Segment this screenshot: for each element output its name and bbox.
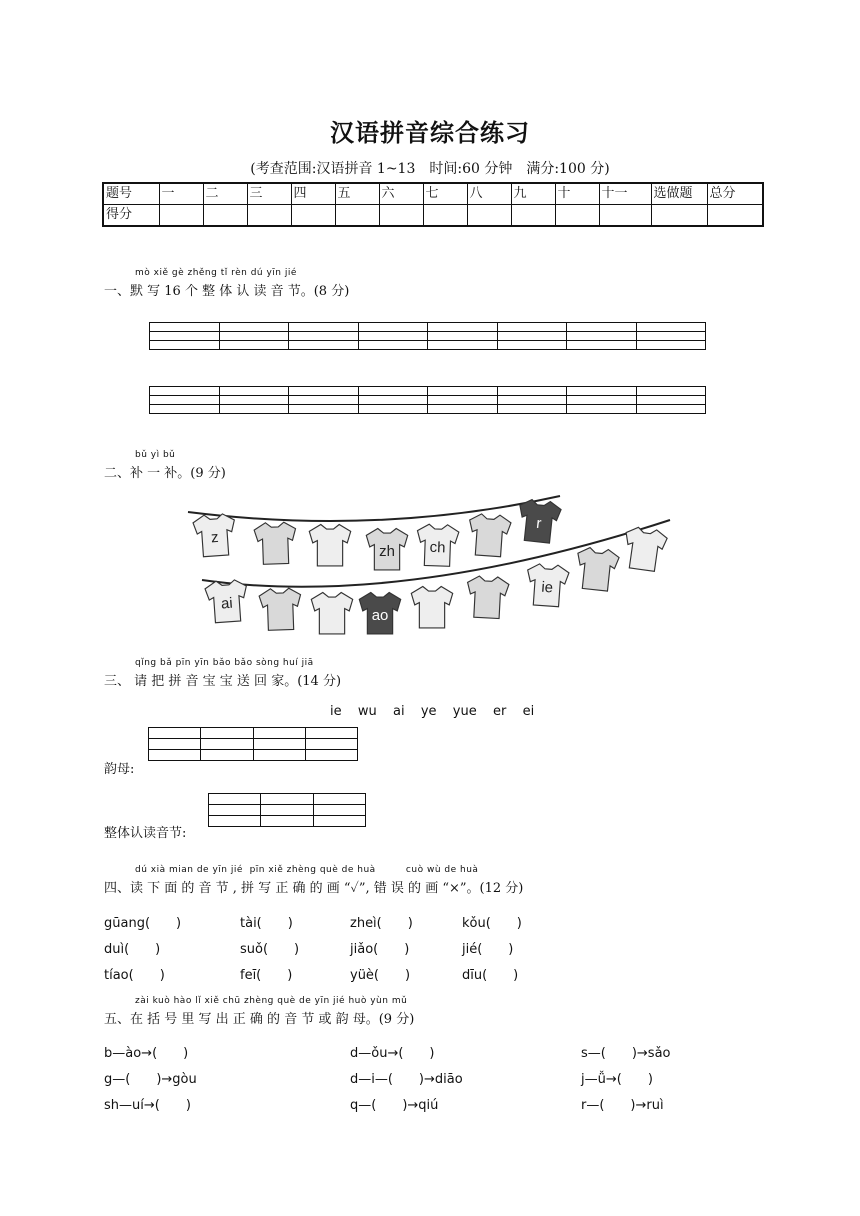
score-header-cell: 十一 [599,183,651,205]
finals-label: 韵母: [104,762,135,777]
question-1 [104,268,350,299]
score-table [102,182,764,227]
score-header-cell: 十 [555,183,599,205]
question-3 [104,658,342,689]
check-item[interactable]: kǒu( ) [462,916,522,931]
score-cell[interactable] [467,205,511,227]
shirt [466,575,510,619]
shirt [205,579,249,623]
question-4 [104,865,524,896]
shirt [467,513,511,557]
shirt [311,593,352,634]
shirt-label: ao [371,607,389,625]
check-item[interactable]: tài( ) [240,916,293,931]
score-cell[interactable] [247,205,291,227]
question-5 [104,996,415,1027]
score-header-cell: 九 [511,183,555,205]
check-item[interactable]: tíao( ) [104,968,165,983]
question-3-score: (14 分) [297,674,342,689]
shirt [525,563,569,607]
shirt [309,525,350,566]
score-row-label: 得分 [103,205,159,227]
check-item[interactable]: zheì( ) [350,916,413,931]
score-header-cell: 四 [291,183,335,205]
fill-item[interactable]: j—ǚ→( ) [581,1072,653,1087]
fill-item[interactable]: r—( )→ruì [581,1098,664,1113]
check-item[interactable]: suǒ( ) [240,942,300,957]
score-header-cell: 二 [203,183,247,205]
finals-grid [148,727,358,761]
score-header-cell: 选做题 [651,183,707,205]
score-cell[interactable] [203,205,247,227]
score-table-row [103,205,763,227]
score-cell[interactable] [599,205,651,227]
fill-item[interactable]: sh—uí→( ) [104,1098,191,1113]
shirt-label: ch [429,538,446,557]
shirt [621,526,668,573]
score-header-cell: 五 [335,183,379,205]
fill-item[interactable]: b—ào→( ) [104,1046,189,1061]
fill-item[interactable]: g—( )→gòu [104,1072,197,1087]
score-header-cell: 总分 [707,183,763,205]
score-cell[interactable] [555,205,599,227]
shirt-label: r [535,514,543,533]
score-header-cell: 六 [379,183,423,205]
question-4-score: (12 分) [479,881,524,896]
question-2-pinyin: bǔ yì bǔ [135,450,176,460]
check-item[interactable]: gūang( ) [104,916,182,931]
question-1-pinyin: mò xiě gè zhěng tǐ rèn dú yīn jié [135,268,297,278]
score-cell[interactable] [291,205,335,227]
check-item[interactable]: yüè( ) [350,968,411,983]
shirt-label: ie [540,578,554,597]
fill-item[interactable]: s—( )→sǎo [581,1046,671,1061]
question-3-pinyin: qǐng bǎ pīn yīn bǎo bǎo sòng huí jiā [135,658,314,668]
score-header-cell: 题号 [103,183,159,205]
score-cell[interactable] [511,205,555,227]
score-cell[interactable] [423,205,467,227]
page-subtitle: (考查范围:汉语拼音 1~13 时间:60 分钟 满分:100 分) [250,161,610,177]
shirt [416,524,459,567]
question-1-label: 一、默 写 16 个 整 体 认 读 音 节。 [104,284,314,299]
question-1-score: (8 分) [313,284,350,299]
question-2-score: (9 分) [190,466,226,481]
page-title: 汉语拼音综合练习 [330,118,530,147]
writing-grid[interactable] [149,386,706,414]
score-header-cell: 八 [467,183,511,205]
check-item[interactable]: jié( ) [462,942,514,957]
shirt-label: z [210,528,220,547]
score-cell[interactable] [335,205,379,227]
question-3-label: 三、 请 把 拼 音 宝 宝 送 回 家。 [104,674,298,689]
score-header-cell: 一 [159,183,203,205]
score-header-cell: 三 [247,183,291,205]
question-5-label: 五、在 括 号 里 写 出 正 确 的 音 节 或 韵 母。 [104,1012,379,1027]
score-table-header [103,183,763,205]
check-item[interactable]: jiǎo( ) [350,942,410,957]
question-5-score: (9 分) [378,1012,415,1027]
shirt [254,522,297,565]
question-2 [104,450,226,481]
score-cell[interactable] [159,205,203,227]
clothesline-illustration [180,490,680,650]
fill-item[interactable]: d—i—( )→diāo [350,1072,463,1087]
score-header-cell: 七 [423,183,467,205]
question-4-pinyin: dú xià mian de yīn jié pīn xiě zhèng què de huà cuò wù de huà [135,865,479,875]
question-5-pinyin: zài kuò hào lǐ xiě chū zhèng què de yīn jié huò yùn mǔ [135,996,408,1006]
score-cell[interactable] [379,205,423,227]
question-2-label: 二、补 一 补。 [104,466,191,481]
shirt [574,546,620,592]
writing-grid[interactable] [149,322,706,350]
fill-item[interactable]: q—( )→qiú [350,1098,439,1113]
check-item[interactable]: feī( ) [240,968,293,983]
check-item[interactable]: duì( ) [104,942,161,957]
shirt [259,588,302,631]
shirt-label: ai [220,594,234,613]
shirt-label: zh [379,543,395,561]
shirt [359,593,400,634]
shirt [516,498,562,544]
whole-syllable-label: 整体认读音节: [104,826,187,841]
fill-item[interactable]: d—ǒu→( ) [350,1046,435,1061]
shirt [193,513,237,557]
score-cell[interactable] [651,205,707,227]
whole-syllable-grid [208,793,366,827]
pinyin-options: ie wu ai ye yue er ei [330,704,535,719]
question-4-label: 四、读 下 面 的 音 节 , 拼 写 正 确 的 画 “✓”, 错 误 的 画 “×”。 [104,881,480,896]
shirt [411,587,452,628]
score-cell[interactable] [707,205,763,227]
shirt [366,529,407,570]
check-item[interactable]: dīu( ) [462,968,519,983]
